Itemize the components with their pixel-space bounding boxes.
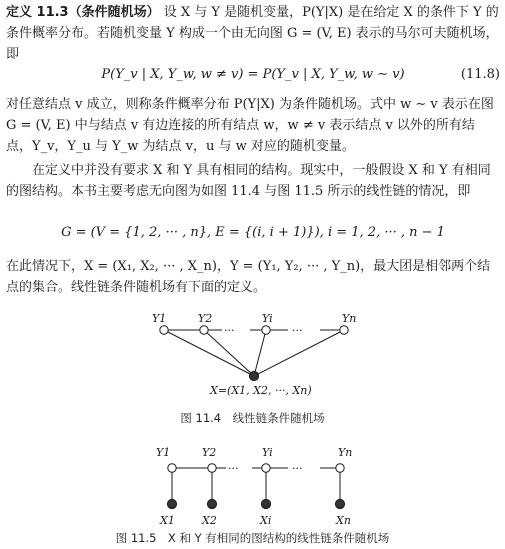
equation-11-8 [6,64,500,86]
fig5-node-y2 [208,464,216,472]
cliques-paragraph: 在此情况下，X = (X₁, X₂, ··· , X_n)，Y = (Y₁, Y₂, ··· , Y_n)，最大团是相邻两个结点的集合。线性链条件随机场有下面的定义。 [6,259,491,295]
graph-definition-equation-body: G = (V = {1, 2, ··· , n}, E = {(i, i + 1)}), i = 1, 2, ··· , n − 1 [61,225,445,240]
fig4-edge-yi-x [254,330,266,376]
equation-11-8-body: P(Y_v | X, Y_w, w ≠ v) = P(Y_v | X, Y_w, w ∼ v) [101,67,405,82]
fig5-node-x1 [167,499,176,508]
fig5-node-yn [336,464,344,472]
fig5-node-yi [262,464,270,472]
fig4-label-y2: Y2 [198,312,213,325]
figure-11-4-diagram [130,312,380,404]
fig4-node-x [249,371,258,380]
fig5-node-y1 [168,464,176,472]
definition-heading: 定义 11.3（条件随机场） [6,5,160,20]
definition-text: 设 X 与 Y 是随机变量，P(Y|X) 是在给定 X 的条件下 Y 的条件概率分布。若随机变量 Y 构成一个由无向图 G = (V, E) 表示的马尔可夫随机场，即 [6,5,499,62]
fig5-dots-left: ··· [228,462,239,475]
fig5-node-x2 [207,499,216,508]
fig5-label-yn: Yn [338,446,353,459]
fig5-label-x1: X1 [160,514,175,527]
conditional-random-field-paragraph: 对任意结点 v 成立，则称条件概率分布 P(Y|X) 为条件随机场。式中 w ∼ v 表示在图 G = (V, E) 中与结点 v 有边连接的所有结点 w，w ≠ v 表示结点 v 以外的所有结点，Y_v，Y_u 与 Y_w 为结点 v，u 与 w 对应的随机变量。 [6,97,494,154]
fig4-label-y1: Y1 [152,312,167,325]
structure-paragraph: 在定义中并没有要求 X 和 Y 具有相同的结构。现实中，一般假设 X 和 Y 有相同的图结构。本书主要考虑无向图为如图 11.4 与图 11.5 所示的线性链的情况，即 [6,163,491,199]
fig4-label-x: X=(X1, X2, ···, Xn) [210,384,312,397]
fig5-dots-right: ··· [292,462,303,475]
figure-11-5-diagram [130,440,380,528]
fig4-dots-left: ··· [224,324,235,337]
figure-11-5-caption: 图 11.5 X 和 Y 有相同的图结构的线性链条件随机场 [115,531,390,545]
fig4-node-y1 [160,326,168,334]
graph-definition-equation [6,222,500,244]
definition-paragraph [6,2,500,65]
fig5-label-yi: Yi [262,446,273,459]
fig5-label-xi: Xi [260,514,272,527]
fig4-label-yn: Yn [342,312,357,325]
fig4-edge-y1-x [164,330,254,376]
fig4-node-y2 [200,326,208,334]
equation-11-8-number: (11.8) [460,67,500,82]
fig5-node-xn [335,499,344,508]
fig5-label-x2: X2 [202,514,217,527]
fig5-label-y1: Y1 [156,446,171,459]
fig4-dots-right: ··· [292,324,303,337]
fig5-label-xn: Xn [336,514,351,527]
fig4-node-yn [340,326,348,334]
fig5-node-xi [261,499,270,508]
fig4-node-yi [262,326,270,334]
fig5-label-y2: Y2 [202,446,217,459]
figure-11-4-caption: 图 11.4 线性链条件随机场 [180,411,325,425]
fig4-label-yi: Yi [262,312,273,325]
